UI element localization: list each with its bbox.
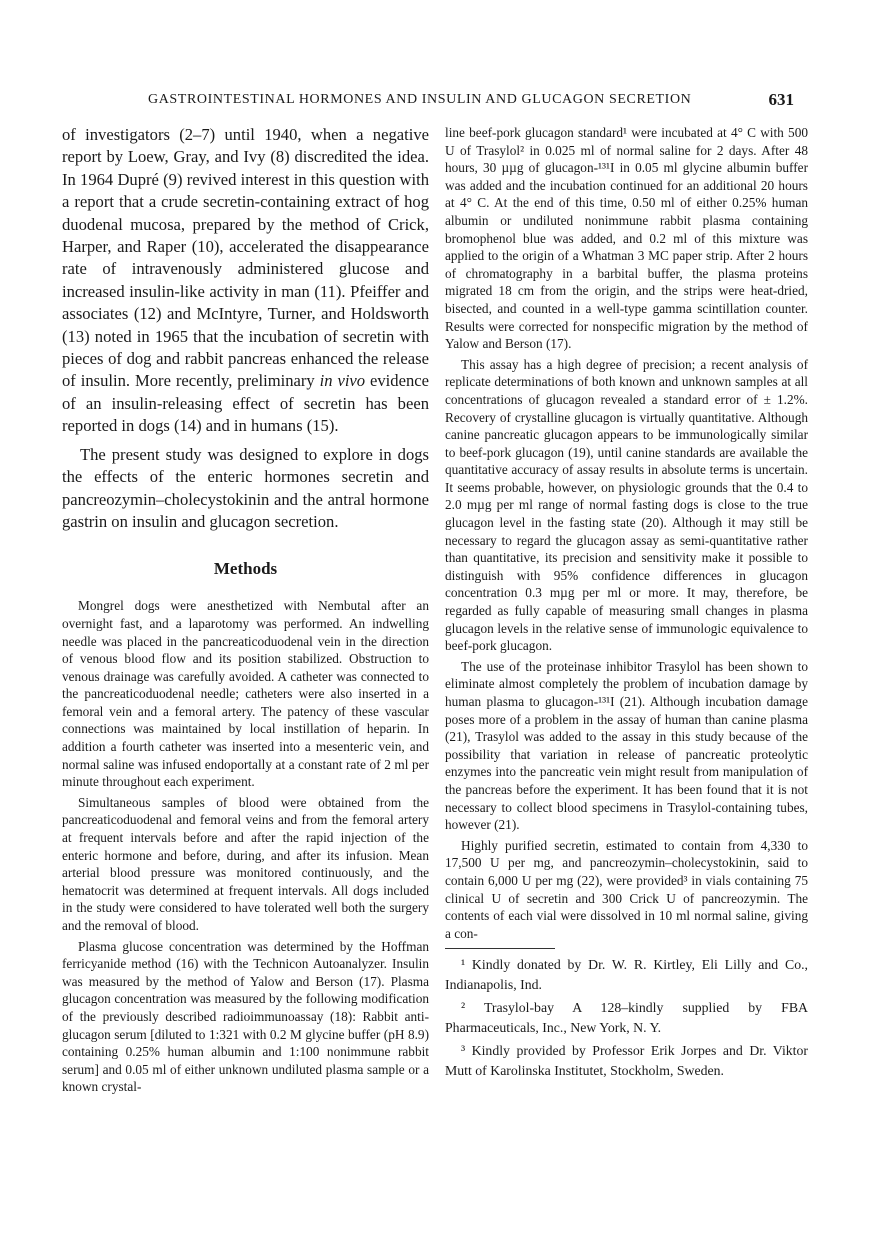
running-head: GASTROINTESTINAL HORMONES AND INSULIN AND GLUCAGON SECRETION (148, 92, 692, 107)
methods-section (62, 597, 429, 1096)
introduction-section (62, 124, 429, 533)
footnote-divider (445, 948, 555, 949)
intro-text-a: of investigators (2–7) until 1940, when a negative report by Loew, Gray, and Ivy (8) discredited the idea. In 1964 Dupré (9) revived interest in this question with a report that a crude secretin-containing extract of hog duodenal mucosa, prepared by the method of Crick, Harper, and Raper (10), accelerated the disappearance rate of intravenously administered glucose and increased insulin-like activity in man (11). Pfeiffer and associates (12) and McIntyre, Turner, and Holdsworth (13) noted in 1965 that the incubation of secretin with pieces of dog and rabbit pancreas enhanced the release of insulin. More recently, preliminary (62, 125, 429, 391)
page-number: 631 (768, 90, 794, 109)
footnote-1: ¹ Kindly donated by Dr. W. R. Kirtley, Eli Lilly and Co., Indianapolis, Ind. (445, 957, 808, 992)
right-paragraph-1: line beef-pork glucagon standard¹ were incubated at 4° C with 500 U of Trasylol² in 0.025 ml of normal saline for 2 days. After 48 hours, 30 µµg of glucagon-¹³¹I in 0.05 ml glycine albumin buffer was added and the incubation continued for an additional 20 hours at 4° C. At the end of this time, 0.50 ml of either 0.25% human albumin or undiluted nonimmune rabbit plasma containing bromophenol blue was added, and 0.2 ml of this mixture was applied to the origin of a Whatman 3 MC paper strip. After 2 hours of chromatography in a barbital buffer, the plasma proteins migrated 18 cm from the origin, and the strips were heat-dried, bisected, and counted in a well-type gamma scintillation counter. Results were corrected for nonspecific migration by the method of Yalow and Berson (17). (445, 125, 808, 352)
right-column (445, 124, 808, 1080)
footnote-3: ³ Kindly provided by Professor Erik Jorpes and Dr. Viktor Mutt of Karolinska Institutet, Stockholm, Sweden. (445, 1043, 808, 1078)
methods-heading: Methods (213, 559, 278, 579)
methods-paragraph-3: Plasma glucose concentration was determined by the Hoffman ferricyanide method (16) with the Technicon Autoanalyzer. Insulin was measured by the method of Yalow and Berson (17). Plasma glucagon concentration was measured by the following modification of the previously described radioimmunoassay (18): Rabbit anti-glucagon serum [diluted to 1:321 with 0.2 M glycine buffer (pH 8.9) containing 0.25% human albumin and 1:100 nonimmune rabbit serum] and 0.05 ml of either unknown undiluted plasma sample or a known crystal- (62, 938, 429, 1095)
left-column (62, 124, 429, 1096)
right-paragraph-4: Highly purified secretin, estimated to contain from 4,330 to 17,500 U per mg, and pancreozymin–cholecystokinin, said to contain 6,000 U per mg (22), were provided³ in vials containing 75 clinical U of secretin and 300 Crick U of pancreozymin. The contents of each vial were dissolved in 10 ml normal saline, giving a con- (445, 837, 808, 941)
footnotes (445, 955, 808, 1080)
methods-paragraph-2: Simultaneous samples of blood were obtained from the pancreaticoduodenal and femoral veins and from the femoral artery at frequent intervals before and after the rapid injection of the enteric hormone and before, during, and after its infusion. Mean arterial blood pressure was monitored continuously, and the hematocrit was determined at frequent intervals. All dogs included in the study were considered to have tolerated well both the surgery and the removal of blood. (62, 794, 429, 933)
right-paragraph-3: The use of the proteinase inhibitor Trasylol has been shown to eliminate almost completely the problem of incubation damage by human plasma to glucagon-¹³¹I (21). Although incubation damage poses more of a problem in the assay of human than canine plasma (21), Trasylol was added to the assay in this study because of the possibility that variation in release of pancreatic proteolytic enzymes into the pancreatic vein might result from manipulation of the pancreas before the experiment. It has been found that it is not necessary to collect blood specimens in Trasylol-containing tubes, however (21). (445, 658, 808, 833)
intro-paragraph-1 (62, 124, 429, 438)
intro-italic-term: in vivo (319, 371, 366, 391)
intro-text-b: evidence of an insulin-releasing effect of secretin has been reported in dogs (14) and in humans (15). (62, 371, 429, 436)
assay-section (445, 124, 808, 942)
intro-paragraph-2: The present study was designed to explore in dogs the effects of the enteric hormones secretin and pancreozymin–cholecystokinin and the antral hormone gastrin on insulin and glucagon secretion. (62, 444, 429, 531)
right-paragraph-2: This assay has a high degree of precision; a recent analysis of replicate determinations of both known and unknown samples at all concentrations of glucagon revealed a standard error of ± 1.2%. Recovery of crystalline glucagon is virtually quantitative. Although canine pancreatic glucagon appears to be immunologically similar to beef-pork glucagon (19), until canine standards are available the quantitative accuracy of assay results in absolute terms is uncertain. It seems probable, however, on physiologic grounds that the 0.4 to 2.0 mµg per ml range of normal fasting dogs is close to the true glucagon level in the fasting state (20). Although it may still be necessary to regard the glucagon assay as semi-quantitative rather than quantitative, its precision and sensitivity make it possible to distinguish with 95% confidence differences in glucagon concentration 0.3 mµg per ml or more. It may, therefore, be regarded as fully capable of measuring small changes in plasma glucagon levels in the relative sense of immunologic equivalence to beef-pork glucagon. (445, 356, 808, 654)
methods-paragraph-1: Mongrel dogs were anesthetized with Nembutal after an overnight fast, and a laparotomy was performed. An indwelling needle was placed in the pancreaticoduodenal vein in the direction of venous blood flow and its position stabilized. Obstruction to venous drainage was carefully avoided. A catheter was connected to the pancreaticoduodenal needle; catheters were also inserted in a femoral vein and a femoral artery. The patency of these vascular connections was maintained by local instillation of heparin. In addition a fourth catheter was inserted into a mesenteric vein, and normal saline was infused endoportally at a constant rate of 2 ml per minute throughout each experiment. (62, 598, 429, 790)
footnote-2: ² Trasylol-bay A 128–kindly supplied by FBA Pharmaceuticals, Inc., New York, N. Y. (445, 1000, 808, 1035)
